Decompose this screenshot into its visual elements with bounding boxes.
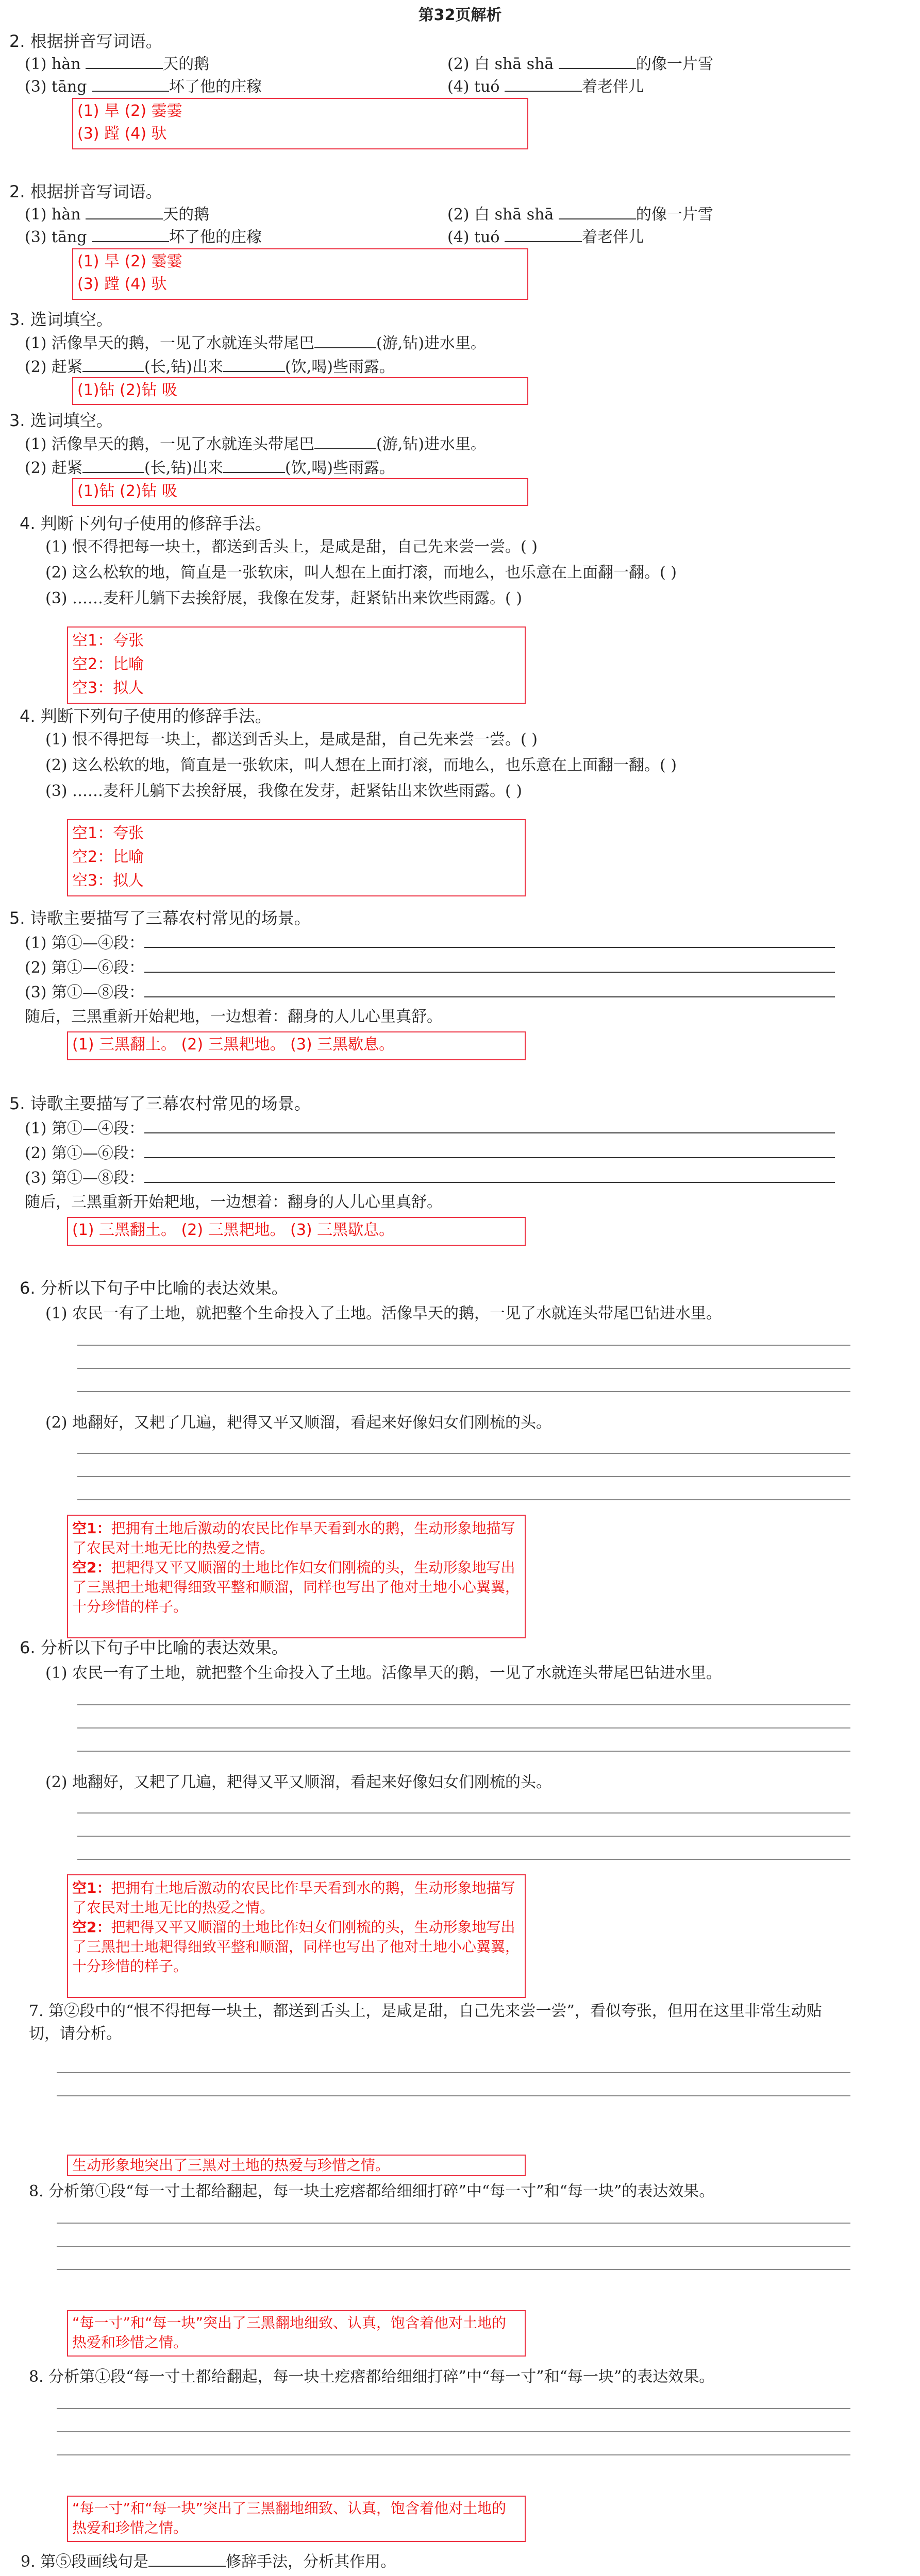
answer-blank[interactable] (144, 931, 835, 948)
question-number: 8. (29, 2368, 44, 2386)
question-prompt (29, 2000, 843, 2045)
answer-line[interactable] (77, 1836, 850, 1837)
question-number: 3. (9, 411, 25, 430)
rhetoric-sentence: (1) 恨不得把每一块土，都送到舌头上，是咸是甜，自己先来尝一尝。( ) (45, 731, 538, 749)
question-prompt: 分析第①段“每一寸土都给翻起，每一块土疙瘩都给细细打碎”中“每一寸”和“每一块”的表达效果。 (48, 2182, 715, 2200)
poem-note: 随后，三黑重新开始耙地，一边想着：翻身的人儿心里真舒。 (25, 1193, 442, 1211)
answer-line[interactable] (57, 2454, 850, 2455)
choose-item: (1) 活像旱天的鹅，一见了水就连头带尾巴 (25, 435, 315, 453)
answer-line[interactable] (77, 1751, 850, 1752)
pinyin-item-suffix: 坏了他的庄稼 (169, 78, 262, 96)
pinyin-item-suffix: 的像一片雪 (635, 206, 713, 224)
choose-options: (游,钻)进水里。 (376, 435, 486, 453)
pinyin-item-label: (4) tuó (447, 78, 500, 96)
rhetoric-sentence: (1) 恨不得把每一块土，都送到舌头上，是咸是甜，自己先来尝一尝。( ) (45, 538, 538, 556)
pinyin-item-suffix: 天的鹅 (163, 206, 210, 224)
answer-blank[interactable] (505, 226, 582, 242)
answer-line[interactable] (57, 2408, 850, 2409)
poem-part: (3) 第①—⑧段： (25, 984, 145, 1002)
answer-line[interactable] (57, 2246, 850, 2247)
question-number: 8. (29, 2182, 44, 2200)
answer-line[interactable] (57, 2072, 850, 2073)
question-prompt: 根据拼音写词语。 (30, 182, 162, 201)
answer-text: (1)钻 (2)钻 吸 (77, 482, 178, 500)
question-prompt: 根据拼音写词语。 (30, 31, 162, 51)
answer-text: (1) 旱 (2) 霎霎 (77, 102, 182, 120)
answer-text: 空2：比喻 (72, 848, 144, 866)
answer-text (72, 1558, 521, 1617)
answer-line[interactable] (77, 1453, 850, 1454)
answer-blank[interactable] (144, 981, 835, 997)
answer-text: 生动形象地突出了三黑对土地的热爱与珍惜之情。 (72, 2157, 390, 2174)
answer-blank[interactable] (223, 355, 285, 372)
rhetoric-sentence: (2) 这么松软的地，简直是一张软床，叫人想在上面打滚，而地么，也乐意在上面翻一翻。( ) (45, 756, 677, 774)
answer-text: (1) 旱 (2) 霎霎 (77, 252, 182, 270)
simile-sentence: (2) 地翻好，又耙了几遍，耙得又平又顺溜，看起来好像妇女们刚梳的头。 (45, 1414, 552, 1432)
question-prompt: 判断下列句子使用的修辞手法。 (40, 514, 272, 533)
answer-line[interactable] (77, 1859, 850, 1860)
answer-blank[interactable] (92, 75, 169, 92)
answer-blank[interactable] (86, 203, 163, 219)
simile-sentence: (1) 农民一有了土地，就把整个生命投入了土地。活像旱天的鹅，一见了水就连头带尾巴钻进水里。 (45, 1664, 722, 1682)
answer-text: 空1：夸张 (72, 632, 144, 650)
answer-blank[interactable] (148, 2550, 226, 2567)
answer-body: 把拥有土地后激动的农民比作旱天看到水的鹅，生动形象地描写了农民对土地无比的热爱之情。 (72, 1520, 515, 1556)
rhetoric-sentence: (3) ……麦秆儿躺下去挨舒展，我像在发芽，赶紧钻出来饮些雨露。( ) (45, 782, 522, 800)
answer-blank[interactable] (314, 433, 376, 449)
answer-line[interactable] (77, 1812, 850, 1814)
poem-note: 随后，三黑重新开始耙地，一边想着：翻身的人儿心里真舒。 (25, 1008, 442, 1026)
answer-text: 空2：比喻 (72, 655, 144, 673)
poem-part: (2) 第①—⑥段： (25, 959, 145, 977)
question-number: 5. (9, 1094, 25, 1113)
poem-part: (3) 第①—⑧段： (25, 1169, 145, 1187)
answer-label: 空1： (72, 1879, 111, 1896)
answer-body: 把拥有土地后激动的农民比作旱天看到水的鹅，生动形象地描写了农民对土地无比的热爱之情。 (72, 1879, 515, 1916)
poem-part: (1) 第①—④段： (25, 934, 145, 952)
question-prompt: 选词填空。 (30, 310, 113, 329)
answer-line[interactable] (57, 2095, 850, 2096)
answer-line[interactable] (57, 2223, 850, 2224)
question-prompt: 分析以下句子中比喻的表达效果。 (40, 1638, 288, 1657)
answer-blank[interactable] (86, 53, 163, 69)
answer-text (72, 1918, 521, 1976)
answer-line[interactable] (77, 1368, 850, 1369)
question-number: 7. (29, 2002, 44, 2020)
question-number: 2. (9, 31, 25, 51)
answer-body: 把耙得又平又顺溜的土地比作妇女们刚梳的头，生动形象地写出了三黑把土地耙得细致平整和顺溜，同样也写出了他对土地小心翼翼，十分珍惜的样子。 (72, 1559, 520, 1615)
answer-blank[interactable] (144, 1166, 835, 1183)
pinyin-item-label: (1) hàn (25, 206, 81, 224)
question-number: 3. (9, 310, 25, 329)
pinyin-item-suffix: 着老伴儿 (582, 78, 644, 96)
answer-label: 空1： (72, 1520, 111, 1537)
question-prompt: 第⑤段画线句是 (40, 2553, 149, 2571)
answer-blank[interactable] (559, 53, 636, 69)
choose-options: (长,钻)出来 (144, 358, 223, 376)
answer-line[interactable] (77, 1727, 850, 1728)
question-prompt: 修辞手法，分析其作用。 (226, 2553, 396, 2571)
pinyin-item-suffix: 的像一片雪 (635, 55, 713, 73)
question-prompt: 分析第①段“每一寸土都给翻起，每一块土疙瘩都给细细打碎”中“每一寸”和“每一块”的表达效果。 (48, 2368, 715, 2386)
pinyin-item-label: (3) tāng (25, 228, 87, 246)
answer-line[interactable] (77, 1704, 850, 1705)
answer-line[interactable] (57, 2431, 850, 2432)
choose-options: (饮,喝)些雨露。 (285, 358, 395, 376)
question-prompt: 诗歌主要描写了三幕农村常见的场景。 (30, 908, 311, 928)
question-number: 4. (20, 514, 36, 533)
choose-options: (游,钻)进水里。 (376, 334, 486, 352)
poem-part: (2) 第①—⑥段： (25, 1144, 145, 1162)
answer-line[interactable] (57, 2269, 850, 2270)
pinyin-item-suffix: 着老伴儿 (582, 228, 644, 246)
answer-blank[interactable] (92, 226, 169, 242)
pinyin-item-label: (1) hàn (25, 55, 81, 73)
rhetoric-sentence: (3) ……麦秆儿躺下去挨舒展，我像在发芽，赶紧钻出来饮些雨露。( ) (45, 589, 522, 607)
pinyin-item-label: (2) 白 shā shā (447, 55, 554, 73)
choose-item: (2) 赶紧 (25, 358, 83, 376)
answer-blank[interactable] (144, 956, 835, 973)
simile-sentence: (2) 地翻好，又耙了几遍，耙得又平又顺溜，看起来好像妇女们刚梳的头。 (45, 1773, 552, 1791)
answer-blank[interactable] (505, 75, 582, 92)
question-number: 4. (20, 706, 36, 726)
pinyin-item-label: (4) tuó (447, 228, 500, 246)
pinyin-item-label: (2) 白 shā shā (447, 206, 554, 224)
answer-text: (3) 蹚 (4) 驮 (77, 275, 167, 293)
answer-blank[interactable] (314, 332, 376, 348)
question-number: 5. (9, 908, 25, 928)
question-number: 6. (20, 1278, 36, 1298)
choose-options: (饮,喝)些雨露。 (285, 459, 395, 477)
choose-item: (1) 活像旱天的鹅，一见了水就连头带尾巴 (25, 334, 315, 352)
answer-line[interactable] (77, 1499, 850, 1500)
answer-text: (1) 三黑翻土。 (2) 三黑耙地。 (3) 三黑歇息。 (72, 1036, 395, 1054)
question-number: 6. (20, 1638, 36, 1657)
question-prompt: 判断下列句子使用的修辞手法。 (40, 706, 272, 726)
page-title: 第32页解析 (418, 6, 502, 24)
answer-text: 空1：夸张 (72, 824, 144, 842)
question-body: 第②段中的“恨不得把每一块土，都送到舌头上，是咸是甜，自己先来尝一尝”，看似夸张，但用在这里非常生动贴切，请分析。 (29, 2002, 822, 2043)
answer-blank[interactable] (144, 1142, 835, 1158)
choose-item: (2) 赶紧 (25, 459, 83, 477)
rhetoric-sentence: (2) 这么松软的地，简直是一张软床，叫人想在上面打滚，而地么，也乐意在上面翻一翻。( ) (45, 564, 677, 582)
answer-text: (1) 三黑翻土。 (2) 三黑耙地。 (3) 三黑歇息。 (72, 1221, 395, 1239)
answer-blank[interactable] (82, 355, 144, 372)
pinyin-item-suffix: 坏了他的庄稼 (169, 228, 262, 246)
answer-text (72, 1519, 521, 1558)
question-number: 2. (9, 182, 25, 201)
answer-blank[interactable] (144, 1117, 835, 1133)
simile-sentence: (1) 农民一有了土地，就把整个生命投入了土地。活像旱天的鹅，一见了水就连头带尾巴钻进水里。 (45, 1304, 722, 1323)
question-prompt: 诗歌主要描写了三幕农村常见的场景。 (30, 1094, 311, 1113)
answer-line[interactable] (77, 1345, 850, 1346)
question-prompt: 选词填空。 (30, 411, 113, 430)
answer-text: (3) 蹚 (4) 驮 (77, 125, 167, 143)
choose-options: (长,钻)出来 (144, 459, 223, 477)
answer-text: (1)钻 (2)钻 吸 (77, 381, 178, 399)
answer-label: 空2： (72, 1559, 111, 1576)
answer-text (72, 1878, 521, 1918)
answer-blank[interactable] (559, 203, 636, 219)
answer-blank[interactable] (82, 456, 144, 473)
answer-line[interactable] (77, 1476, 850, 1477)
answer-blank[interactable] (223, 456, 285, 473)
answer-label: 空2： (72, 1919, 111, 1936)
answer-text: 空3：拟人 (72, 872, 144, 890)
pinyin-item-suffix: 天的鹅 (163, 55, 210, 73)
answer-text: “每一寸”和“每一块”突出了三黑翻地细致、认真，饱含着他对土地的热爱和珍惜之情。 (72, 2500, 507, 2536)
question-prompt: 分析以下句子中比喻的表达效果。 (40, 1278, 288, 1298)
pinyin-item-label: (3) tāng (25, 78, 87, 96)
poem-part: (1) 第①—④段： (25, 1120, 145, 1138)
answer-body: 把耙得又平又顺溜的土地比作妇女们刚梳的头，生动形象地写出了三黑把土地耙得细致平整和顺溜，同样也写出了他对土地小心翼翼，十分珍惜的样子。 (72, 1919, 520, 1975)
answer-line[interactable] (77, 1391, 850, 1392)
question-number: 9. (21, 2553, 36, 2571)
answer-text: 空3：拟人 (72, 679, 144, 697)
answer-text: “每一寸”和“每一块”突出了三黑翻地细致、认真，饱含着他对土地的热爱和珍惜之情。 (72, 2314, 507, 2351)
